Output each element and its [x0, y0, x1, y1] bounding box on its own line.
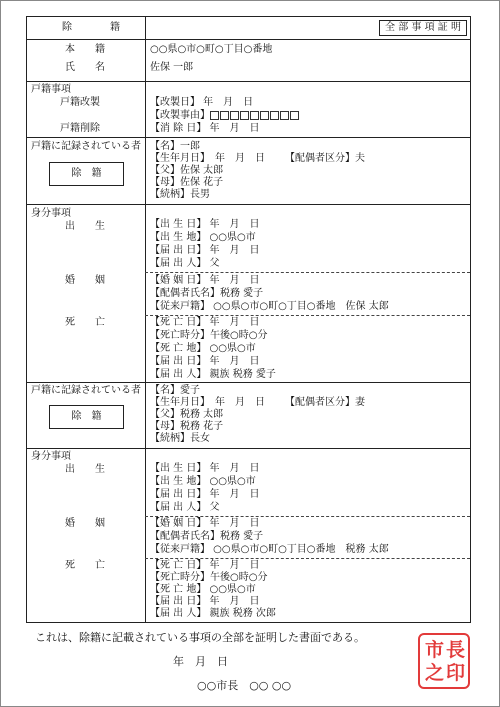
person2-marriage-label: 婚 姻	[65, 518, 105, 529]
p1-birth-row: 【出 生 日】 年 月 日	[150, 219, 260, 230]
p1-death-row: 【届 出 日】 年 月 日	[150, 356, 260, 367]
p2-marriage-row: 【配偶者氏名】税務 愛子	[150, 531, 264, 542]
p2-marriage-row: 【従来戸籍】 ○○県○市○町○丁目○番地 税務 太郎	[150, 544, 389, 555]
reason-placeholder-box	[250, 111, 259, 120]
person1-spouse-flag: 【配偶者区分】夫	[285, 153, 365, 164]
person1-marriage-label: 婚 姻	[65, 275, 105, 286]
seal-char: 之	[425, 662, 445, 684]
kaisei-reason	[150, 110, 300, 122]
p1-marriage-row: 【配偶者氏名】税務 愛子	[150, 288, 264, 299]
p1-death-row: 【死亡時分】午後○時○分	[150, 330, 268, 341]
p1-birth-row: 【届 出 日】 年 月 日	[150, 245, 260, 256]
kaisei-date: 【改製日】 年 月 日	[150, 97, 254, 108]
reason-placeholder-box	[260, 111, 269, 120]
column-divider	[145, 17, 146, 622]
certificate-table	[26, 16, 471, 623]
kaisei-reason-boxes	[210, 110, 300, 121]
person1-relation: 【続柄】長男	[150, 189, 210, 200]
dashed-separator	[145, 558, 470, 559]
reason-placeholder-box	[280, 111, 289, 120]
person2-section-heading: 戸籍に記録されている者	[31, 385, 141, 396]
person2-status-box	[49, 405, 124, 429]
p1-birth-row: 【届 出 人】 父	[150, 258, 220, 269]
p2-marriage-row: 【婚 姻 日】 年 月 日	[150, 518, 260, 529]
person1-name: 【名】一郎	[150, 141, 200, 152]
person2-spouse-flag: 【配偶者区分】妻	[285, 397, 365, 408]
p1-birth-row: 【出 生 地】 ○○県○市	[150, 232, 256, 243]
person2-relation: 【続柄】長女	[150, 433, 210, 444]
reason-placeholder-box	[220, 111, 229, 120]
p2-birth-row: 【出 生 日】 年 月 日	[150, 463, 260, 474]
p2-death-row: 【死亡時分】午後○時○分	[150, 572, 268, 583]
honseki-label: 本 籍	[65, 44, 105, 55]
reason-placeholder-box	[240, 111, 249, 120]
reason-placeholder-box	[290, 111, 299, 120]
shimei-label: 氏 名	[65, 62, 105, 73]
person2-mibun-heading: 身分事項	[31, 451, 71, 462]
mayor-seal	[418, 633, 470, 689]
p2-death-row: 【届 出 人】 親族 税務 次郎	[150, 608, 276, 619]
dashed-separator	[145, 315, 470, 316]
person2-father: 【父】税務 太郎	[150, 409, 224, 420]
certification-statement: これは、除籍に記載されている事項の全部を証明した書面である。	[35, 631, 365, 644]
row-line	[27, 448, 470, 449]
person1-father: 【父】佐保 太郎	[150, 165, 224, 176]
person2-death-label: 死 亡	[65, 560, 105, 571]
shoujo-date: 【消 除 日】 年 月 日	[150, 123, 260, 134]
p2-death-row: 【届 出 日】 年 月 日	[150, 596, 260, 607]
person2-mother: 【母】税務 花子	[150, 421, 224, 432]
p1-death-row: 【死 亡 日】 年 月 日	[150, 317, 260, 328]
cert-type-label: 全 部 事 項 証 明	[385, 22, 461, 33]
person1-status-box	[49, 162, 124, 186]
header-status: 除 籍	[62, 22, 126, 33]
person1-status: 除 籍	[71, 168, 102, 179]
seal-char: 市	[425, 639, 445, 661]
reason-placeholder-box	[210, 111, 219, 120]
cert-type-box	[379, 20, 467, 36]
person1-mother: 【母】佐保 花子	[150, 177, 224, 188]
row-line	[27, 204, 470, 205]
person2-status: 除 籍	[71, 411, 102, 422]
reason-placeholder-box	[270, 111, 279, 120]
p2-birth-row: 【出 生 地】 ○○県○市	[150, 476, 256, 487]
row-line	[27, 39, 470, 40]
p2-birth-row: 【届 出 日】 年 月 日	[150, 489, 260, 500]
p2-birth-row: 【届 出 人】 父	[150, 502, 220, 513]
row-line	[27, 81, 470, 82]
row-line	[27, 382, 470, 383]
p2-death-row: 【死 亡 日】 年 月 日	[150, 560, 260, 571]
shimei-value: 佐保 一郎	[150, 62, 194, 73]
kaisei-label: 戸籍改製	[60, 97, 100, 108]
person2-name: 【名】愛子	[150, 385, 200, 396]
reason-placeholder-box	[230, 111, 239, 120]
certification-date: 年 月 日	[173, 655, 228, 668]
person1-birth: 【生年月日】 年 月 日	[150, 153, 265, 164]
person2-birth: 【生年月日】 年 月 日	[150, 397, 265, 408]
p2-death-row: 【死 亡 地】 ○○県○市	[150, 584, 256, 595]
kaisei-reason-prefix: 【改製事由】	[150, 110, 210, 121]
honseki-value: ○○県○市○町○丁目○番地	[150, 44, 273, 55]
p1-death-row: 【死 亡 地】 ○○県○市	[150, 343, 256, 354]
p1-marriage-row: 【従来戸籍】 ○○県○市○町○丁目○番地 佐保 太郎	[150, 301, 389, 312]
person2-birth-label: 出 生	[65, 464, 105, 475]
person1-section-heading: 戸籍に記録されている者	[31, 141, 141, 152]
koseki-jiko-heading: 戸籍事項	[31, 84, 71, 95]
seal-char: 長	[446, 639, 466, 661]
person1-death-label: 死 亡	[65, 317, 105, 328]
p1-death-row: 【届 出 人】 親族 税務 愛子	[150, 369, 276, 380]
dashed-separator	[145, 516, 470, 517]
certification-signer: ○○市長 ○○ ○○	[197, 679, 292, 692]
p1-marriage-row: 【婚 姻 日】 年 月 日	[150, 275, 260, 286]
dashed-separator	[145, 272, 470, 273]
row-line	[27, 137, 470, 138]
shoujo-label: 戸籍削除	[60, 123, 100, 134]
person1-mibun-heading: 身分事項	[31, 208, 71, 219]
seal-char: 印	[446, 662, 466, 684]
person1-birth-label: 出 生	[65, 221, 105, 232]
